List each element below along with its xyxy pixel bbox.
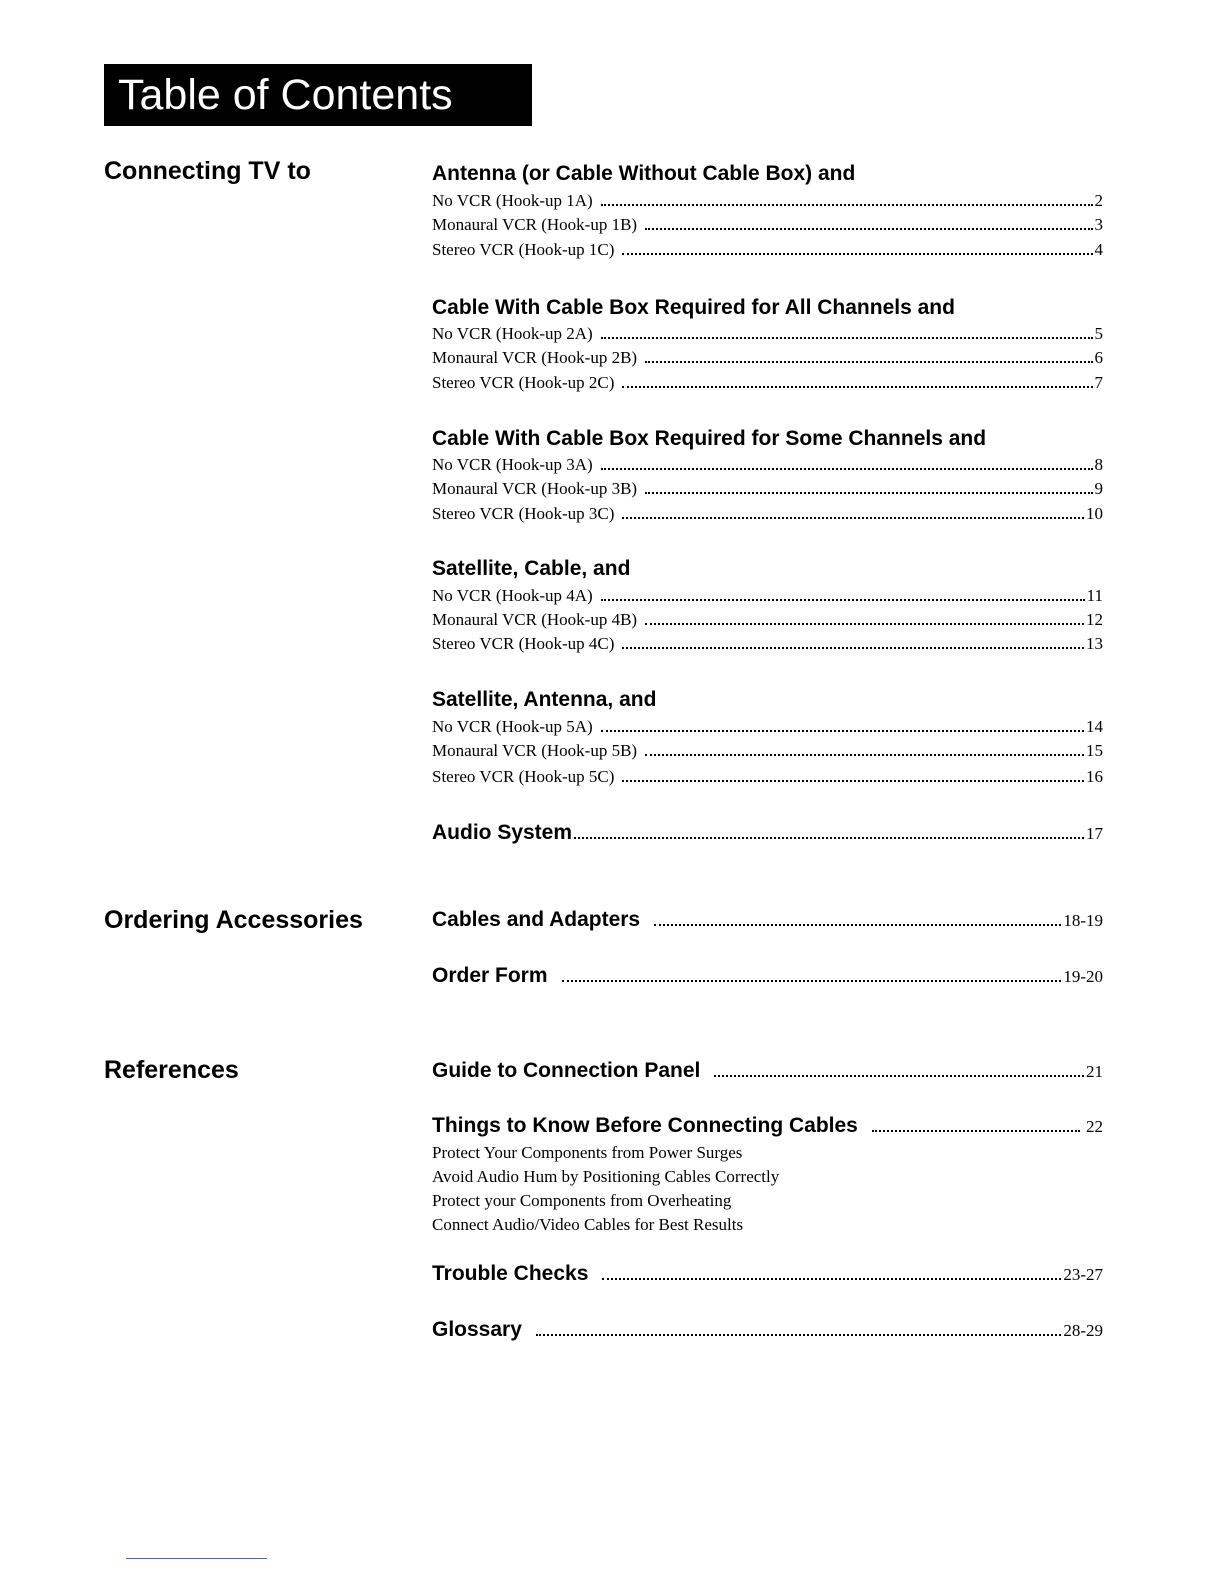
dot-leader — [601, 599, 1085, 601]
entry-page: 12 — [1086, 610, 1103, 629]
group-title-cable-box-all: Cable With Cable Box Required for All Channels and — [432, 296, 955, 319]
entry-label: Cables and Adapters — [432, 908, 641, 931]
group-title-satellite-cable: Satellite, Cable, and — [432, 557, 631, 580]
toc-entry[interactable] — [432, 634, 1103, 656]
toc-entry[interactable] — [432, 324, 1103, 346]
entry-label: No VCR (Hook-up 4A) — [432, 586, 593, 605]
entry-label: Guide to Connection Panel — [432, 1059, 701, 1082]
dot-leader — [622, 253, 1092, 255]
dot-leader — [645, 361, 1092, 363]
toc-entry[interactable] — [432, 455, 1103, 477]
group-title-antenna: Antenna (or Cable Without Cable Box) and — [432, 162, 856, 185]
toc-entry-cables-adapters[interactable] — [432, 908, 1103, 934]
dot-leader — [601, 337, 1093, 339]
toc-entry-guide-connection-panel[interactable] — [432, 1059, 1103, 1085]
entry-label: Things to Know Before Connecting Cables — [432, 1114, 858, 1137]
dot-leader — [622, 386, 1092, 388]
entry-label: No VCR (Hook-up 5A) — [432, 717, 593, 736]
entry-label: Monaural VCR (Hook-up 5B) — [432, 741, 638, 760]
entry-label: Monaural VCR (Hook-up 4B) — [432, 610, 638, 629]
entry-page: 11 — [1086, 586, 1103, 605]
entry-page: 16 — [1086, 767, 1103, 786]
entry-label: Monaural VCR (Hook-up 3B) — [432, 479, 638, 498]
dot-leader — [601, 204, 1093, 206]
group-title-satellite-antenna: Satellite, Antenna, and — [432, 688, 657, 711]
dot-leader — [574, 837, 1084, 839]
toc-entry[interactable] — [432, 479, 1103, 501]
section-connecting-tv-to: Connecting TV to — [104, 157, 311, 185]
entry-label: Stereo VCR (Hook-up 5C) — [432, 767, 615, 786]
entry-page: 4 — [1094, 240, 1103, 259]
dot-leader — [622, 517, 1084, 519]
entry-label: Trouble Checks — [432, 1262, 589, 1285]
dot-leader — [714, 1075, 1084, 1077]
dot-leader — [536, 1334, 1061, 1336]
dot-leader — [645, 623, 1084, 625]
toc-entry[interactable] — [432, 215, 1103, 237]
dot-leader — [622, 780, 1084, 782]
entry-label: Monaural VCR (Hook-up 1B) — [432, 215, 638, 234]
entry-page: 21 — [1086, 1062, 1103, 1081]
entry-page: 14 — [1086, 717, 1103, 736]
entry-page: 3 — [1094, 215, 1103, 234]
entry-label: Stereo VCR (Hook-up 3C) — [432, 504, 615, 523]
toc-entry[interactable] — [432, 240, 1103, 262]
dot-leader — [602, 1278, 1061, 1280]
entry-label: No VCR (Hook-up 1A) — [432, 191, 593, 210]
entry-page: 7 — [1094, 373, 1103, 392]
section-ordering-accessories: Ordering Accessories — [104, 906, 363, 934]
dot-leader — [601, 730, 1084, 732]
group-title-cable-box-some: Cable With Cable Box Required for Some Channels and — [432, 427, 987, 450]
entry-label: Stereo VCR (Hook-up 1C) — [432, 240, 615, 259]
sub-item: Connect Audio/Video Cables for Best Results — [432, 1215, 744, 1234]
toc-entry[interactable] — [432, 610, 1103, 632]
dot-leader — [645, 492, 1092, 494]
toc-entry-audio-system[interactable] — [432, 821, 1103, 847]
entry-page: 23-27 — [1063, 1265, 1103, 1284]
entry-label: Glossary — [432, 1318, 522, 1341]
toc-entry-order-form[interactable] — [432, 964, 1103, 990]
toc-entry[interactable] — [432, 767, 1103, 789]
toc-entry[interactable] — [432, 348, 1103, 370]
section-references: References — [104, 1056, 239, 1084]
dot-leader — [601, 468, 1093, 470]
entry-page: 17 — [1086, 824, 1103, 843]
entry-page: 2 — [1094, 191, 1103, 210]
sub-item: Protect your Components from Overheating — [432, 1191, 732, 1210]
toc-entry[interactable] — [432, 717, 1103, 739]
dot-leader — [622, 647, 1084, 649]
toc-entry[interactable] — [432, 586, 1103, 608]
entry-page: 13 — [1086, 634, 1103, 653]
toc-entry-trouble-checks[interactable] — [432, 1262, 1103, 1288]
entry-label: Audio System — [432, 821, 573, 844]
bottom-rule — [126, 1558, 267, 1559]
entry-page: 19-20 — [1063, 967, 1103, 986]
entry-label: Stereo VCR (Hook-up 4C) — [432, 634, 615, 653]
dot-leader — [562, 980, 1062, 982]
entry-label: Monaural VCR (Hook-up 2B) — [432, 348, 638, 367]
entry-page: 10 — [1086, 504, 1103, 523]
entry-page: 9 — [1094, 479, 1103, 498]
dot-leader — [654, 924, 1061, 926]
entry-label: No VCR (Hook-up 3A) — [432, 455, 593, 474]
dot-leader — [872, 1130, 1080, 1132]
entry-page: 22 — [1086, 1117, 1103, 1136]
toc-entry[interactable] — [432, 191, 1103, 213]
entry-page: 15 — [1086, 741, 1103, 760]
entry-page: 28-29 — [1063, 1321, 1103, 1340]
entry-page: 6 — [1094, 348, 1103, 367]
toc-entry[interactable] — [432, 504, 1103, 526]
sub-item: Avoid Audio Hum by Positioning Cables Correctly — [432, 1167, 780, 1186]
page-title: Table of Contents — [104, 64, 532, 126]
entry-label: Stereo VCR (Hook-up 2C) — [432, 373, 615, 392]
dot-leader — [645, 228, 1092, 230]
entry-label: Order Form — [432, 964, 548, 987]
entry-label: No VCR (Hook-up 2A) — [432, 324, 593, 343]
toc-entry[interactable] — [432, 741, 1103, 763]
dot-leader — [645, 754, 1084, 756]
entry-page: 18-19 — [1063, 911, 1103, 930]
entry-page: 8 — [1094, 455, 1103, 474]
toc-entry-glossary[interactable] — [432, 1318, 1103, 1344]
sub-item: Protect Your Components from Power Surges — [432, 1143, 743, 1162]
entry-page: 5 — [1094, 324, 1103, 343]
toc-entry-things-to-know[interactable] — [432, 1114, 1103, 1140]
toc-entry[interactable] — [432, 373, 1103, 395]
